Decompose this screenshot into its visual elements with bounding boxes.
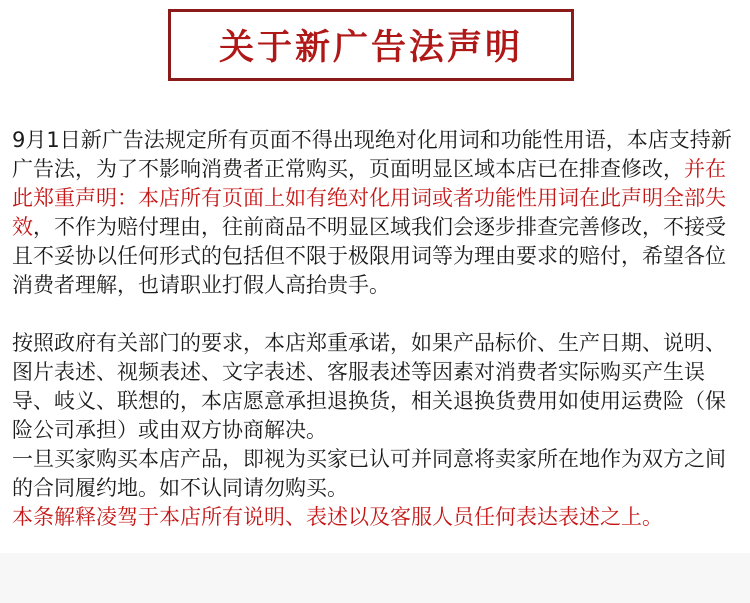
- paragraph-commitment: 按照政府有关部门的要求，本店郑重承诺，如果产品标价、生产日期、说明、图片表述、视频表述、文字表述、客服表述等因素对消费者实际购买产生误导、岐义、联想的，本店愿意承担退换货，相关退换货费用如使用运费险（保险公司承担）或由双方协商解决。: [12, 331, 726, 442]
- page-title: 关于新广告法声明: [218, 28, 523, 68]
- paragraph-ad-law-part2: ，不作为赔付理由，往前商品不明显区域我们会逐步排查完善修改，不接受且不妥协以任何形式的包括但不限于极限用词等为理由要求的赔付，希望各位消费者理解，也请职业打假人高抬贵手。: [12, 215, 726, 297]
- closing-statement: 本条解释凌驾于本店所有说明、表述以及客服人员任何表达表述之上。: [12, 505, 663, 529]
- statement-body: [12, 126, 740, 532]
- paragraph-spacer: [12, 300, 740, 329]
- footer-band: [0, 553, 750, 603]
- paragraph-ad-law-part1: 9月1日新广告法规定所有页面不得出现绝对化用词和功能性用语，本店支持新广告法，为了不影响消费者正常购买，页面明显区域本店已在排查修改，: [12, 128, 732, 181]
- paragraph-ad-law-highlight: 并在此郑重声明：本店所有页面上如有绝对化用词或者功能性用词在此声明全部失效: [12, 157, 726, 239]
- paragraph-ad-law: [12, 126, 740, 300]
- title-box: [168, 9, 574, 81]
- paragraph-contract-location: 一旦买家购买本店产品，即视为买家已认可并同意将卖家所在地作为双方之间的合同履约地。如不认同请勿购买。: [12, 447, 726, 500]
